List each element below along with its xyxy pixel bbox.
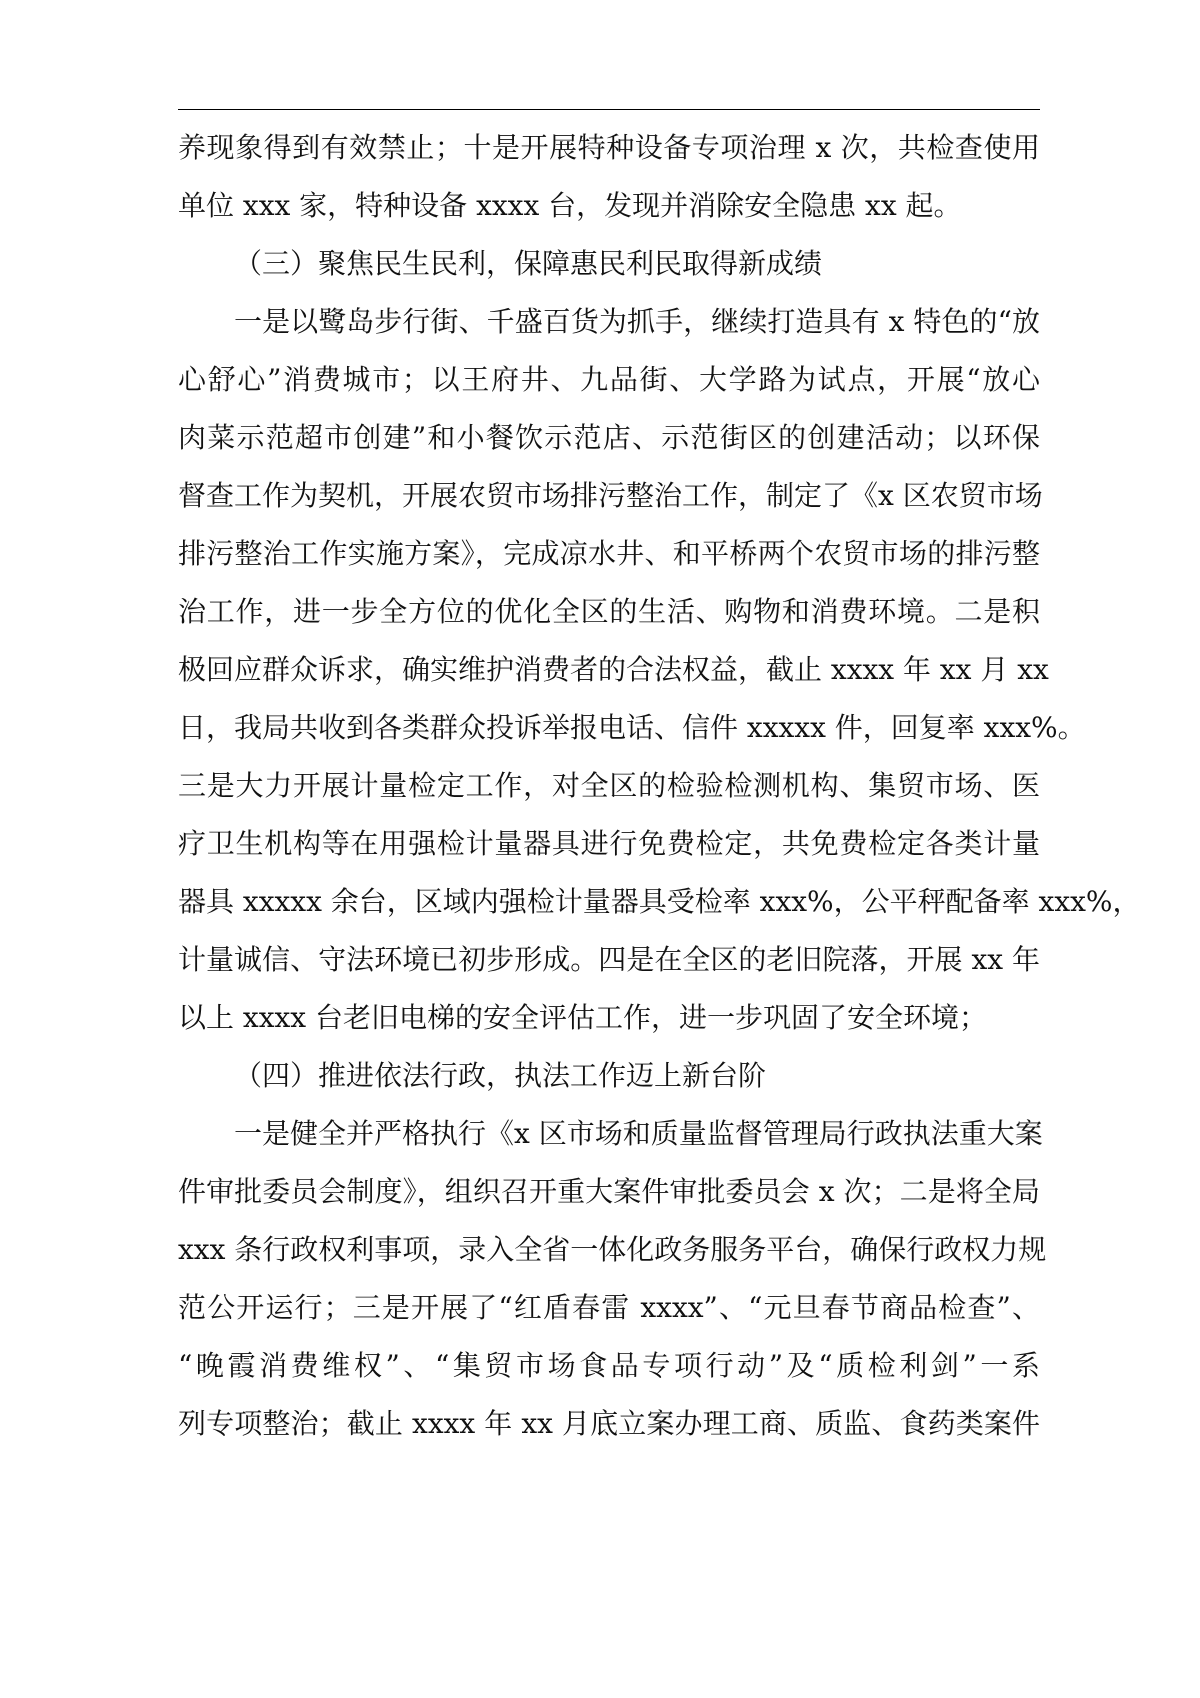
body-line: 心舒心”消费城市；以王府井、九品街、大学路为试点，开展“放心	[178, 363, 1040, 396]
body-line: 督查工作为契机，开展农贸市场排污整治工作，制定了《x 区农贸市场	[178, 479, 1043, 512]
body-line: 件审批委员会制度》，组织召开重大案件审批委员会 x 次；二是将全局	[178, 1175, 1040, 1208]
body-line: 一是以鹭岛步行街、千盛百货为抓手，继续打造具有 x 特色的“放	[234, 305, 1040, 338]
section-heading-4: （四）推进依法行政，执法工作迈上新台阶	[234, 1059, 767, 1092]
body-line: 治工作，进一步全方位的优化全区的生活、购物和消费环境。二是积	[178, 595, 1040, 628]
body-line: 列专项整治；截止 xxxx 年 xx 月底立案办理工商、质监、食药类案件	[178, 1407, 1040, 1440]
body-line: xxx 条行政权利事项，录入全省一体化政务服务平台，确保行政权力规	[178, 1233, 1047, 1266]
body-line: 单位 xxx 家，特种设备 xxxx 台，发现并消除安全隐患 xx 起。	[178, 189, 962, 222]
body-line: 日，我局共收到各类群众投诉举报电话、信件 xxxxx 件，回复率 xxx%。	[178, 711, 1086, 744]
header-rule	[178, 109, 1040, 110]
body-line: 极回应群众诉求，确实维护消费者的合法权益，截止 xxxx 年 xx 月 xx	[178, 653, 1049, 686]
body-line: “晚霞消费维权”、“集贸市场食品专项行动”及“质检利剑”一系	[178, 1349, 1040, 1382]
body-line: 三是大力开展计量检定工作，对全区的检验检测机构、集贸市场、医	[178, 769, 1040, 802]
body-line: 肉菜示范超市创建”和小餐饮示范店、示范街区的创建活动；以环保	[178, 421, 1040, 454]
body-line: 以上 xxxx 台老旧电梯的安全评估工作，进一步巩固了安全环境；	[178, 1001, 987, 1034]
body-line: 器具 xxxxx 余台，区域内强检计量器具受检率 xxx%，公平秤配备率 xxx%，	[178, 885, 1141, 918]
body-line: 排污整治工作实施方案》，完成凉水井、和平桥两个农贸市场的排污整	[178, 537, 1040, 570]
body-line: 疗卫生机构等在用强检计量器具进行免费检定，共免费检定各类计量	[178, 827, 1040, 860]
section-heading-3: （三）聚焦民生民利，保障惠民利民取得新成绩	[234, 247, 823, 280]
body-line: 计量诚信、守法环境已初步形成。四是在全区的老旧院落，开展 xx 年	[178, 943, 1040, 976]
body-line: 养现象得到有效禁止；十是开展特种设备专项治理 x 次，共检查使用	[178, 131, 1040, 164]
body-line: 范公开运行；三是开展了“红盾春雷 xxxx”、“元旦春节商品检查”、	[178, 1291, 1040, 1324]
body-line: 一是健全并严格执行《x 区市场和质量监督管理局行政执法重大案	[234, 1117, 1043, 1150]
